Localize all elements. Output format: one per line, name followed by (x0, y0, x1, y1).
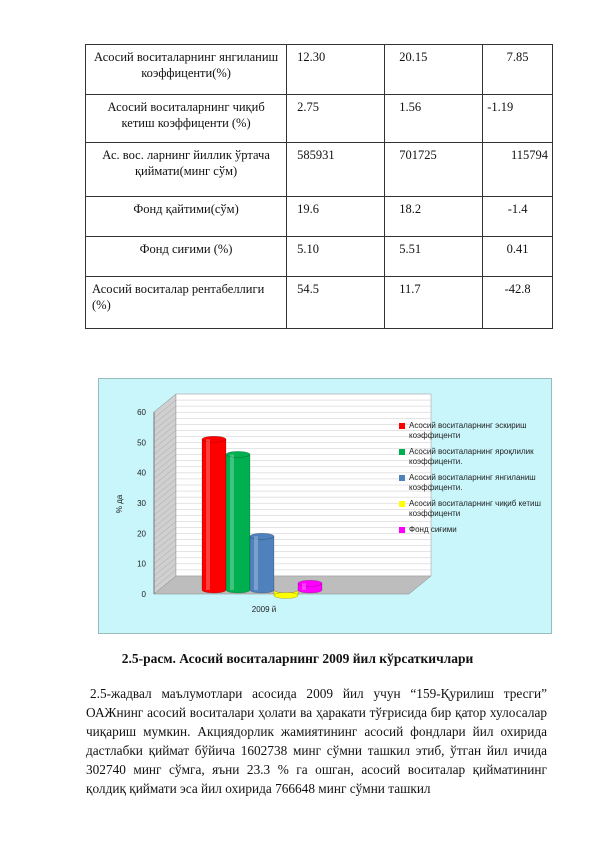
value-2008: 54.5 (287, 277, 385, 329)
value-change: -42.8 (483, 277, 553, 329)
y-tick-label: 60 (137, 408, 146, 417)
legend-label: Фонд сиғими (409, 525, 457, 534)
bar-1 (202, 436, 226, 593)
body-paragraph: 2.5-жадвал маълумотлари асосида 2009 йил учун “159-Қурилиш тресги” ОАЖнинг асосий воситалари ҳолати ва ҳаракати тўғрисида бир қатор хулосалар чиқариш мумкин. Акциядорлик жамиятининг асосий фондлари йил охирида дастлабки қиймат бўйича 1602738 минг сўмни ташкил этиб, ўтган йил ичида 302740 минг сўмга, яъни 23.3 % га ошган, асосий воситалар қийматининг қолдиқ қиймати эса йил охирида 766648 минг сўмни ташкил (86, 686, 547, 796)
value-2008: 585931 (287, 143, 385, 197)
value-change: -1.4 (483, 197, 553, 237)
x-category-label: 2009 й (251, 605, 277, 614)
legend-item (399, 421, 549, 441)
legend-swatch (399, 475, 405, 481)
value-change: 7.85 (483, 45, 553, 95)
row-label: Асосий воситаларнинг чиқиб кетиш коэффиценти (%) (86, 95, 287, 143)
legend-label: Асосий воситаларнинг яроқлилик коэффиценти. (409, 447, 534, 466)
value-change: 115794 (483, 143, 553, 197)
value-2008: 5.10 (287, 237, 385, 277)
y-tick-label: 40 (137, 468, 146, 478)
table-row (86, 143, 553, 197)
legend-item (399, 473, 549, 493)
value-2009: 701725 (385, 143, 483, 197)
row-label: Ас. вос. ларнинг йиллик ўртача қиймати(минг сўм) (86, 143, 287, 197)
value-2008: 2.75 (287, 95, 385, 143)
bar-3 (250, 533, 274, 593)
value-change: -1.19 (483, 95, 553, 143)
row-label: Фонд сиғими (%) (86, 237, 287, 277)
value-2009: 5.51 (385, 237, 483, 277)
legend-item (399, 499, 549, 519)
table-row (86, 95, 553, 143)
figure-caption: 2.5-расм. Асосий воситаларнинг 2009 йил кўрсаткичлари (121, 651, 474, 666)
legend-label: Асосий воситаларнинг янгиланиш коэффиценти. (409, 473, 536, 492)
indicators-table (85, 44, 553, 329)
chart-legend (399, 421, 549, 541)
value-2009: 18.2 (385, 197, 483, 237)
legend-label: Асосий воситаларнинг чиқиб кетиш коэффиценти (409, 499, 541, 518)
legend-swatch (399, 527, 405, 533)
bar-2 (226, 451, 250, 593)
value-2009: 20.15 (385, 45, 483, 95)
row-label: Асосий воситаларнинг янгиланиш коэффиценти(%) (86, 45, 287, 95)
bar-chart (98, 378, 552, 634)
row-label: Фонд қайтими(сўм) (86, 197, 287, 237)
y-tick-label: 30 (137, 499, 146, 508)
y-tick-label: 10 (137, 559, 146, 569)
legend-item (399, 525, 549, 535)
legend-item (399, 447, 549, 467)
y-tick-label: 50 (137, 438, 146, 448)
floor (154, 576, 431, 594)
table-row (86, 197, 553, 237)
table-row (86, 277, 553, 329)
y-tick-label: 0 (141, 590, 146, 599)
legend-label: Асосий воситаларнинг эскириш коэффиценти (409, 421, 527, 440)
table-row (86, 45, 553, 95)
legend-swatch (399, 449, 405, 455)
legend-swatch (399, 423, 405, 429)
value-2008: 12.30 (287, 45, 385, 95)
table-row (86, 237, 553, 277)
value-2009: 11.7 (385, 277, 483, 329)
bar-5 (298, 580, 322, 593)
value-change: 0.41 (483, 237, 553, 277)
row-label: Асосий воситалар рентабеллиги (%) (86, 277, 287, 329)
value-2009: 1.56 (385, 95, 483, 143)
legend-swatch (399, 501, 405, 507)
y-axis-label: % да (115, 494, 124, 514)
value-2008: 19.6 (287, 197, 385, 237)
y-tick-label: 20 (137, 529, 146, 539)
